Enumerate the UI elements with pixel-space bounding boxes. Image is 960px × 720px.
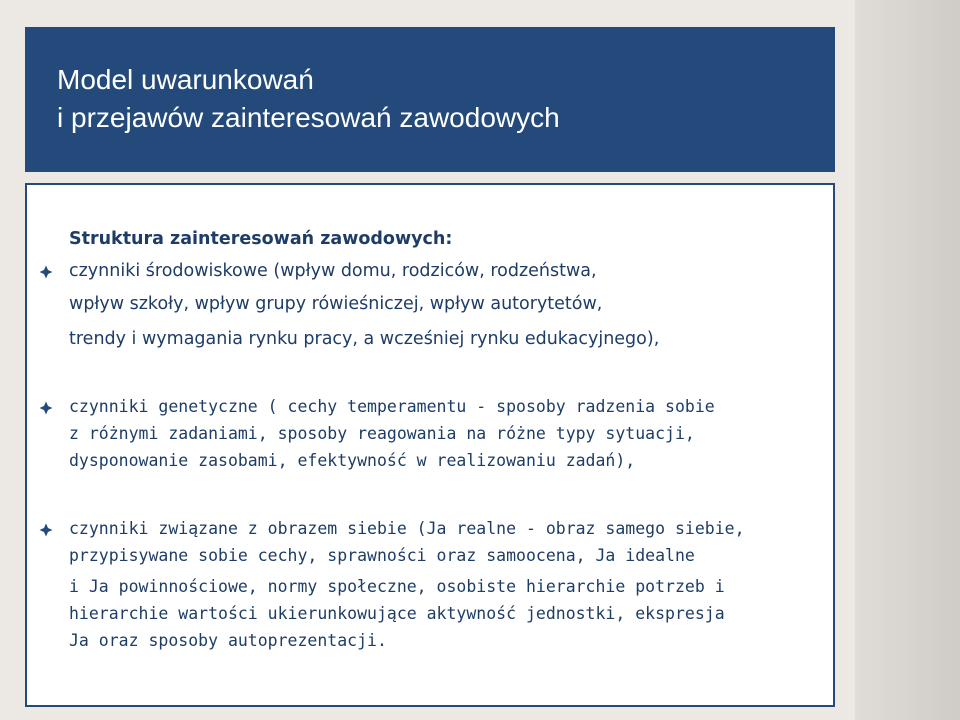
diamond-bullet-icon xyxy=(39,523,53,537)
bullet-3-line-5: Ja oraz sposoby autoprezentacji. xyxy=(69,631,387,650)
bullet-3-line-2: przypisywane sobie cechy, sprawności oraz samoocena, Ja idealne xyxy=(69,546,695,565)
bullet-2-line-1: czynniki genetyczne ( cechy temperamentu - sposoby radzenia sobie xyxy=(69,397,715,416)
bullet-3-line-1: czynniki związane z obrazem siebie (Ja realne - obraz samego siebie, xyxy=(69,519,745,538)
slide-title-line-1: Model uwarunkowań xyxy=(57,64,314,95)
slide-side-strip xyxy=(855,0,960,720)
slide-title-line-2: i przejawów zainteresowań zawodowych xyxy=(57,102,560,133)
title-banner xyxy=(25,27,835,172)
bullet-2-line-3: dysponowanie zasobami, efektywność w realizowaniu zadań), xyxy=(69,451,636,470)
bullet-1-line-1: czynniki środowiskowe (wpływ domu, rodziców, rodzeństwa, xyxy=(69,261,597,281)
bullet-1-line-2: wpływ szkoły, wpływ grupy rówieśniczej, wpływ autorytetów, xyxy=(69,294,603,314)
bullet-3-line-3: i Ja powinnościowe, normy społeczne, osobiste hierarchie potrzeb i xyxy=(69,577,725,596)
content-heading: Struktura zainteresowań zawodowych: xyxy=(69,229,453,249)
diamond-bullet-icon xyxy=(39,265,53,279)
diamond-bullet-icon xyxy=(39,401,53,415)
bullet-1-line-3: trendy i wymagania rynku pracy, a wcześniej rynku edukacyjnego), xyxy=(69,329,660,349)
content-panel xyxy=(25,183,835,707)
bullet-2-line-2: z różnymi zadaniami, sposoby reagowania na różne typy sytuacji, xyxy=(69,424,695,443)
bullet-3-line-4: hierarchie wartości ukierunkowujące aktywność jednostki, ekspresja xyxy=(69,604,725,623)
